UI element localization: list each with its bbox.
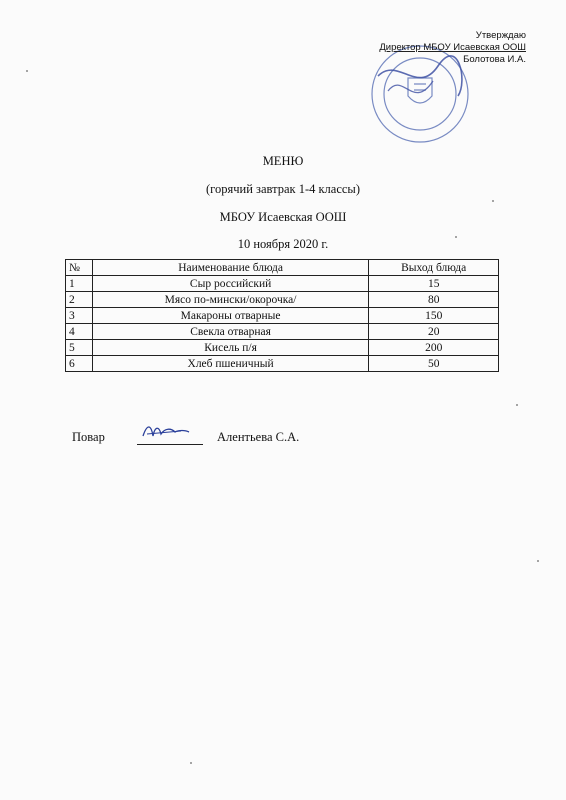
approval-block [379, 30, 526, 66]
cell-number: 6 [66, 356, 93, 372]
scan-speck [537, 560, 539, 562]
scan-speck [190, 762, 192, 764]
header-number: № [66, 260, 93, 276]
table-row [66, 292, 499, 308]
scan-speck [516, 404, 518, 406]
table-row [66, 356, 499, 372]
cell-dish-name: Мясо по-мински/окорочка/ [92, 292, 369, 308]
signature-line [137, 430, 203, 445]
cell-dish-name: Хлеб пшеничный [92, 356, 369, 372]
cell-number: 1 [66, 276, 93, 292]
header-dish-name: Наименование блюда [92, 260, 369, 276]
cook-name: Алентьева С.А. [217, 430, 300, 444]
cook-signature-line [72, 430, 299, 445]
cell-portion: 50 [369, 356, 499, 372]
approval-line-2: Директор МБОУ Исаевская ООШ [379, 42, 526, 53]
cell-portion: 15 [369, 276, 499, 292]
table-row [66, 340, 499, 356]
table-row [66, 308, 499, 324]
scan-speck [492, 200, 494, 202]
cell-dish-name: Сыр российский [92, 276, 369, 292]
approval-line-1: Утверждаю [475, 30, 526, 41]
cell-number: 2 [66, 292, 93, 308]
cell-portion: 150 [369, 308, 499, 324]
document-date: 10 ноября 2020 г. [237, 237, 329, 251]
table-header-row [66, 260, 499, 276]
cell-dish-name: Свекла отварная [92, 324, 369, 340]
cell-portion: 80 [369, 292, 499, 308]
scan-speck [455, 236, 457, 238]
table-row [66, 276, 499, 292]
cell-number: 5 [66, 340, 93, 356]
cell-portion: 20 [369, 324, 499, 340]
cell-number: 4 [66, 324, 93, 340]
cell-portion: 200 [369, 340, 499, 356]
table-row [66, 324, 499, 340]
school-name: МБОУ Исаевская ООШ [219, 210, 347, 224]
header-portion: Выход блюда [369, 260, 499, 276]
cell-dish-name: Макароны отварные [92, 308, 369, 324]
handwritten-signature-icon [141, 422, 191, 440]
cell-dish-name: Кисель п/я [92, 340, 369, 356]
menu-table [65, 259, 499, 372]
approval-line-3: Болотова И.А. [463, 54, 526, 65]
cook-role-label: Повар [72, 430, 105, 444]
scan-speck [26, 70, 28, 72]
document-title: МЕНЮ [262, 154, 304, 168]
cell-number: 3 [66, 308, 93, 324]
document-subtitle: (горячий завтрак 1-4 классы) [205, 182, 360, 196]
